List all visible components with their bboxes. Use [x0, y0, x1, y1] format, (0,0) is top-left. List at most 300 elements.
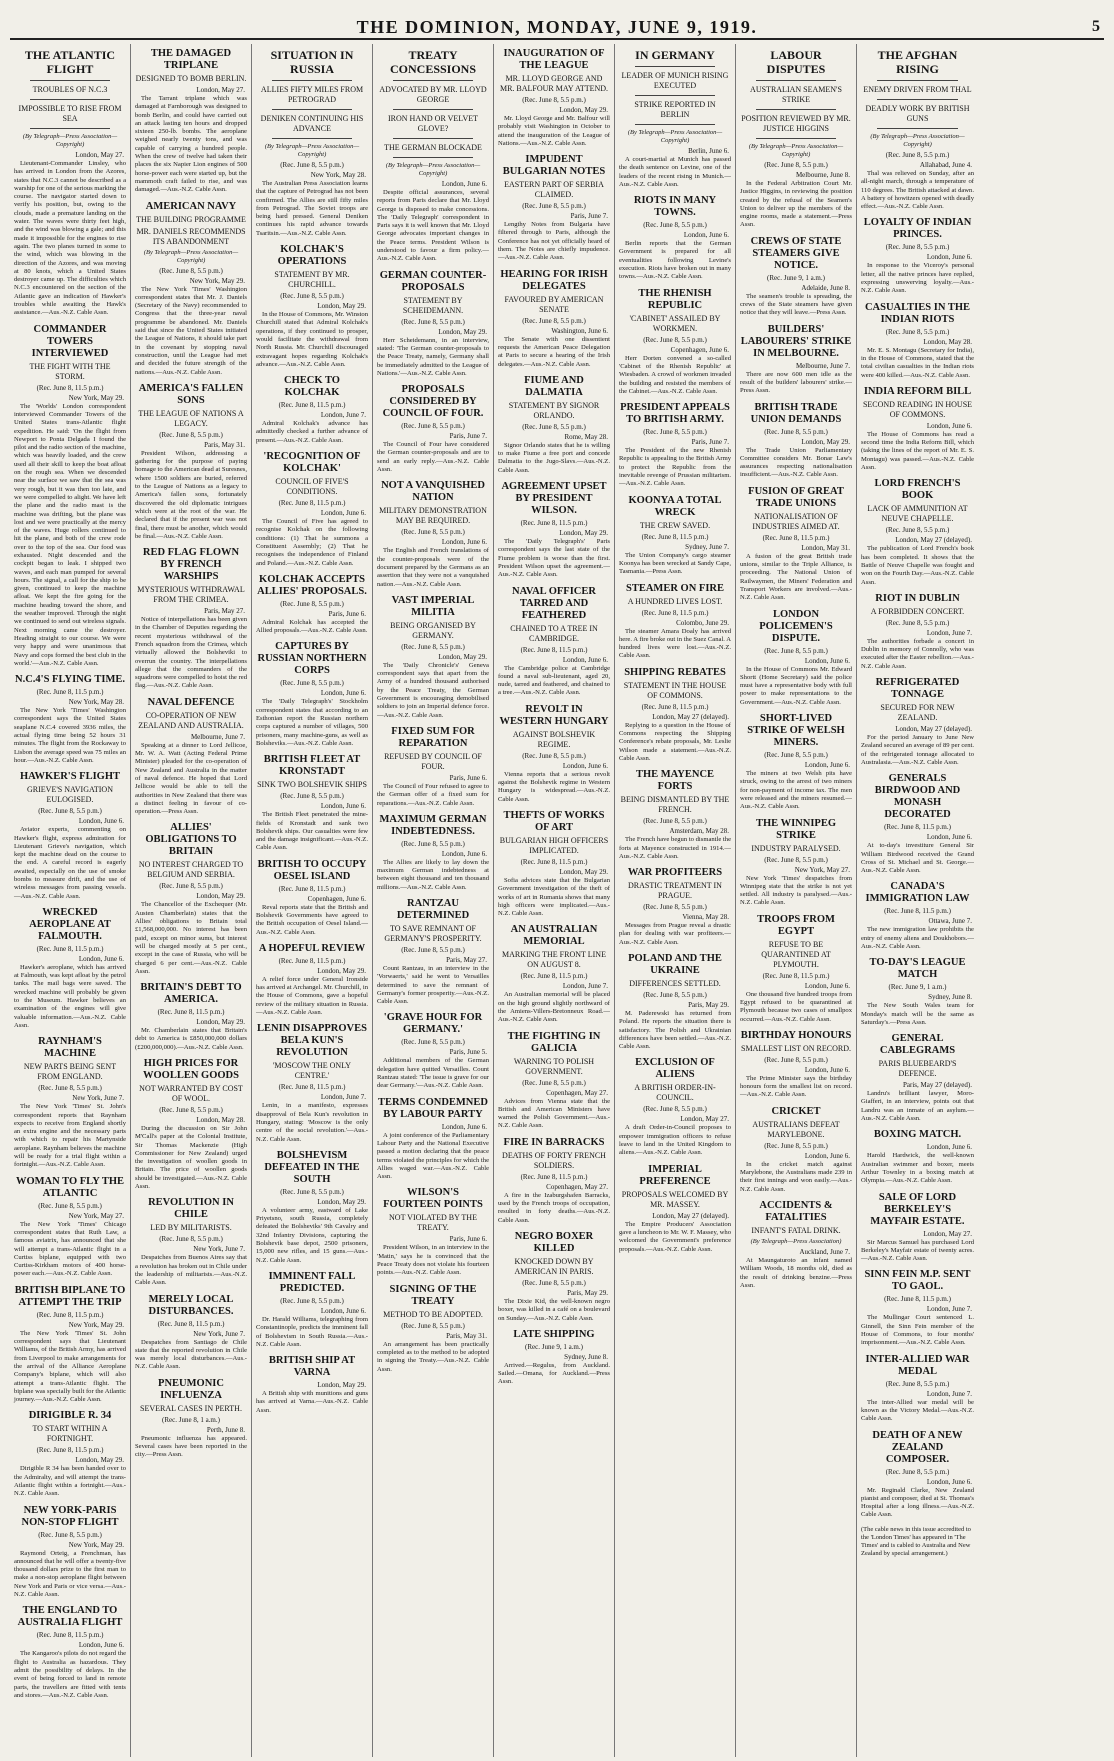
story-subheadline: KNOCKED DOWN BY AMERICAN IN PARIS. [514, 1256, 594, 1276]
story-dateline: Amsterdam, May 28. [669, 827, 729, 836]
story-subheadline: MARKING THE FRONT LINE ON AUGUST 8. [502, 950, 606, 970]
story-dateline: New York, May 29. [68, 393, 124, 402]
received-time: (Rec. June 8, 5.5 p.m.) [885, 1379, 950, 1388]
received-time: (Rec. June 8, 11.5 p.m.) [278, 884, 346, 893]
news-story [256, 1355, 368, 1415]
story-subheadline: BULGARIAN HIGH OFFICERS IMPLICATED. [499, 835, 609, 855]
received-time: (Rec. June 8, 5.5 p.m.) [885, 151, 950, 159]
story-body: Vienna reports that a serious revolt against the Bolshevik regime in Western Hungary is widespread.—Aus.-N.Z. Cable Assn. [498, 770, 610, 803]
story-dateline: London, June 7. [926, 628, 972, 637]
story-body: The inter-Allied war medal will be known as the Victory Medal.—Aus.-N.Z. Cable Assn. [861, 1398, 974, 1423]
headline-rule [635, 66, 715, 67]
story-dateline: New York, June 7. [193, 1245, 245, 1254]
story-body: Herr Dorten convened a so-called 'Cabinet of the Rhenish Republic' at Wiesbaden. A crowd of workmen invaded the building and resisted the members of the Cabinet.—Aus.-N.Z. Cable Assn. [619, 354, 731, 395]
story-headline: BIRTHDAY HONOURS [740, 1029, 852, 1041]
story-headline: 'GRAVE HOUR FOR GERMANY.' [383, 1012, 483, 1036]
story-body: The New York 'Times' Washington correspondent says the United States seaplane N.C.4 covered 3936 miles, the actual flying time being 52 hours 31 minutes. The flight from the Rockaway to Lisbon the average speed was 75 miles an hour.—Aus.-N.Z. Cable Assn. [14, 707, 126, 764]
story-headline: THE ATLANTIC FLIGHT [24, 48, 116, 76]
news-story [135, 1058, 247, 1191]
story-body: The New South Wales team for Monday's match will be the same as Saturday's.—Press Assn. [861, 1002, 974, 1026]
story-body: The Union Company's cargo steamer Koonya has been wrecked at Sandy Cape, Tasmania.—Press Assn. [619, 551, 731, 576]
story-subheadline: NOT WARRANTED BY COST OF WOOL. [139, 1084, 243, 1103]
story-subheadline: REFUSE TO BE QUARANTINED AT PLYMOUTH. [761, 939, 831, 969]
story-byline: (By Telegraph—Press Association—Copyright) [627, 129, 723, 144]
news-story [619, 953, 731, 1051]
story-headline: CREWS OF STATE STEAMERS GIVE NOTICE. [750, 235, 842, 271]
story-body: The Chancellor of the Exchequer (Mr. Austen Chamberlain) states that the Allies' obligations to Britain total £1,568,000,000. No interest has been paid, except on minor sums, but interest will be charged mostly at 5 per cent., except in the case of Russia, who will be charged 6 per cent.—Aus.-N.Z. Cable Assn. [135, 901, 247, 975]
story-byline: (By Telegraph—Press Association—Copyright) [143, 248, 239, 264]
story-dateline: London, May 29. [196, 892, 245, 901]
story-dateline: London, May 29. [75, 1456, 124, 1465]
story-dateline: London, June 6. [804, 656, 850, 665]
story-subheadline: STRIKE REPORTED IN BERLIN [634, 100, 716, 119]
story-subheadline: PARIS BLUEBEARD'S DEFENCE. [878, 1059, 957, 1079]
received-time: (Rec. June 8, 11.5 p.m.) [641, 702, 709, 711]
story-subheadline: INDUSTRY PARALYSED. [751, 843, 841, 853]
story-dateline: Melbourne, June 7. [190, 732, 245, 741]
headline-rule [635, 95, 715, 96]
news-story [498, 586, 610, 698]
news-story [256, 48, 368, 238]
story-body: Pneumonic influenza has appeared. Several cases have been reported in the city.—Press Assn. [135, 1434, 247, 1459]
story-body: Raymond Orteig, a Frenchman, has announced that he will offer a twenty-five thousand dollars prize to the first man to make a non-stop aeroplane flight between New York and Paris or vice versa.—Aus.-N.Z. Cable Assn. [14, 1549, 126, 1599]
story-subheadline: POSITION REVIEWED BY MR. JUSTICE HIGGINS [741, 114, 851, 133]
story-dateline: London, May 29. [317, 1381, 366, 1390]
story-body: There are now 600 men idle as the result of the builders' labourers' strike.—Press Assn. [740, 370, 852, 395]
story-subheadline: STATEMENT IN THE HOUSE OF COMMONS. [623, 680, 727, 700]
headline-rule [30, 128, 110, 129]
story-byline: (By Telegraph—Press Association—Copyright) [870, 133, 965, 148]
story-byline: (By Telegraph—Press Association—Copyright) [264, 143, 360, 158]
received-time: (Rec. June 8, 5.5 p.m.) [522, 316, 586, 325]
story-subheadline: SEVERAL CASES IN PERTH. [140, 1403, 242, 1413]
story-body: New York 'Times' despatches from Winnipeg state that the strike is not yet settled. All industry is paralysed.—Aus.-N.Z. Cable Assn. [740, 874, 852, 907]
story-body: A court-martial at Munich has passed the death sentence on Levine, one of the leaders of the recent rising in Munich.—Aus.-N.Z. Cable Assn. [619, 156, 731, 188]
story-dateline: Paris, May 31. [446, 1331, 487, 1340]
story-headline: MAXIMUM GERMAN INDEBTEDNESS. [379, 813, 487, 837]
news-story [861, 1192, 974, 1264]
page-number: 5 [1092, 18, 1100, 35]
news-column-5 [494, 44, 615, 1757]
news-story [377, 384, 489, 474]
received-time: (Rec. June 8, 5.5 p.m.) [643, 817, 707, 826]
story-headline: NOT A VANQUISHED NATION [381, 480, 485, 504]
received-time: (Rec. June 8, 5.5 p.m.) [280, 679, 344, 688]
received-time: (Rec. June 8, 1 a.m.) [162, 1415, 220, 1424]
story-headline: AMERICA'S FALLEN SONS [138, 382, 244, 406]
received-time: (Rec. June 8, 5.5 p.m.) [764, 646, 828, 655]
story-dateline: London, June 6. [78, 1641, 124, 1650]
story-headline: LABOUR DISPUTES [766, 48, 826, 76]
story-body: Notice of interpellations has been given in the Chamber of Deputies regarding the recent mysterious withdrawal of the French squadron from the Crimea, which virtually allowed the Bolsheviki to overrun the country. The interpellations allege that the commanders of the squadrons were compelled to hoist the red flag.—Aus.-N.Z. Cable Assn. [135, 616, 247, 690]
story-subheadline: REFUSED BY COUNCIL OF FOUR. [384, 751, 482, 771]
headline-rule [393, 109, 473, 110]
received-time: (Rec. June 8, 5.5 p.m.) [280, 292, 344, 301]
story-dateline: London, May 27 (delayed). [652, 1211, 729, 1220]
news-story [14, 1505, 126, 1600]
story-subheadline: NOT VIOLATED BY THE TREATY. [389, 1213, 477, 1233]
story-headline: FIXED SUM FOR REPARATION [391, 725, 475, 749]
story-subheadline: AUSTRALIAN SEAMEN'S STRIKE [750, 85, 842, 104]
received-time: (Rec. June 8, 5.5 p.m.) [401, 642, 465, 651]
news-story [377, 726, 489, 808]
news-story [861, 881, 974, 951]
story-dateline: Allahabad, June 4. [919, 161, 972, 169]
received-time: (Rec. June 8, 5.5 p.m.) [522, 751, 586, 760]
story-dateline: New York, May 29. [189, 276, 245, 285]
story-headline: THE FIGHTING IN GALICIA [507, 1030, 601, 1054]
news-story [135, 547, 247, 691]
story-body: The Council of Four refused to agree to the German offer of a fixed sum for reparations.—Aus.-N.Z. Cable Assn. [377, 782, 489, 807]
story-subheadline: EASTERN PART OF SERBIA CLAIMED. [504, 180, 604, 200]
story-headline: SHORT-LIVED STRIKE OF WELSH MINERS. [747, 713, 845, 749]
story-body: A British ship with munitions and guns has arrived at Varna.—Aus.-N.Z. Cable Assn. [256, 1390, 368, 1414]
story-headline: THE DAMAGED TRIPLANE [150, 48, 232, 71]
story-dateline: Paris, May 29. [567, 1288, 608, 1297]
news-story [498, 810, 610, 918]
news-story [861, 1033, 974, 1123]
story-body: Lieutenant-Commander Linsley, who has arrived in London from the Azores, states that N.C.3 cannot be described as a warship for one of the serious marking the course. The navigator started down to verify his position, but, owing to the clouds, made a premature landing on the water. The waves were thirty feet high, and the wind was blowing a gale; and this made it impossible for the engines to rise again. The two planes turned in some to the wind, which was blowing in the direction of the Azores, and was moving at 80 knots, which a United States destroyer came up. The difficulties which N.C.3 encountered on the section of the Atlantic gave an indication of Hawker's troubles while awaiting the Hawk's assistance.—Aus.-N.Z. Cable Assn. [14, 160, 126, 317]
story-dateline: London, June 6. [78, 954, 124, 963]
story-body: The new immigration law prohibits the entry of enemy aliens and Doukhobors.—Aus.-N.Z. Cable Assn. [861, 926, 974, 950]
story-headline: POLAND AND THE UKRAINE [628, 952, 722, 976]
received-time: (Rec. June 9, 1 a.m.) [767, 273, 825, 282]
story-dateline: London, June 6. [804, 1151, 850, 1160]
received-time: (Rec. June 8, 5.5 p.m.) [643, 1105, 707, 1114]
news-story [740, 713, 852, 811]
received-time: (Rec. June 8, 5.5 p.m.) [280, 599, 344, 608]
news-story [498, 1031, 610, 1131]
story-headline: FUSION OF GREAT TRADE UNIONS [748, 485, 844, 509]
story-body: Despite official assurances, several reports from Paris declare that Mr. Lloyd George is disposed to make concessions. The 'Daily Telegraph' correspondent in Paris says it is well known that Mr. Lloyd George advocates important changes in the Peace terms. President Wilson is understood to favour a firm policy.—Aus.-N.Z. Cable Assn. [377, 189, 489, 263]
story-body: A fusion of the great British trade unions, similar to the Triple Alliance, is proceeding. The National Union of Railwaymen, the Miners' Federation and Transport Workers are involved.—Aus.-N.Z. Cable Assn. [740, 552, 852, 602]
masthead [10, 14, 1104, 40]
received-time: (Rec. June 8, 11.5 p.m.) [762, 971, 830, 980]
news-story [256, 574, 368, 636]
story-body: President Wilson, in an interview in the 'Matin,' says he is convinced that the Peace Treaty does not violate his fourteen points.—Aus.-N.Z. Cable Assn. [377, 1244, 489, 1277]
story-dateline: Paris, June 6. [328, 609, 366, 618]
received-time: (Rec. June 8, 5.5 p.m.) [522, 1278, 586, 1287]
story-headline: VAST IMPERIAL MILITIA [391, 594, 475, 618]
news-story [135, 48, 247, 195]
received-time: (Rec. June 8, 11.5 p.m.) [36, 1631, 104, 1640]
story-headline: AMERICAN NAVY [145, 200, 237, 212]
story-dateline: New York, May 27. [68, 1211, 124, 1220]
story-headline: RANTZAU DETERMINED [396, 897, 470, 921]
received-time: (Rec. June 8, 5.5 p.m.) [159, 1106, 223, 1114]
story-dateline: Paris, June 6. [449, 773, 487, 782]
story-dateline: New York, May 29. [68, 1540, 124, 1549]
story-dateline: London, May 28. [196, 1116, 245, 1124]
story-body: At Maungaturoto an infant named William Woods, 18 months old, died as the result of drinking benzine.—Press Assn. [740, 1256, 852, 1289]
story-body: Mr. Reginald Clarke, New Zealand pianist and composer, died at St. Thomas's Hospital after a long illness.—Aus.-N.Z. Cable Assn. [861, 1486, 974, 1519]
story-dateline: London, May 27 (delayed). [895, 725, 972, 734]
story-subheadline: MYSTERIOUS WITHDRAWAL FROM THE CRIMEA. [137, 585, 245, 605]
story-body: A fire in the Izaburgshafen Barracks, used by the French troops of occupation, resulted in forty deaths.—Aus.-N.Z. Cable Assn. [498, 1191, 610, 1224]
story-headline: REVOLT IN WESTERN HUNGARY [499, 703, 609, 727]
received-time: (Rec. June 8, 5.5 p.m.) [38, 1201, 102, 1210]
received-time: (Rec. June 8, 5.5 p.m.) [401, 422, 465, 431]
received-time: (Rec. June 8, 11.5 p.m.) [36, 1446, 104, 1455]
received-time: (Rec. June 8, 5.5 p.m.) [401, 945, 465, 954]
story-dateline: Washington, June 6. [551, 326, 608, 335]
news-story [14, 1410, 126, 1498]
story-body: The Trade Union Parliamentary Committee considers Mr. Bonar Law's assurances respecting nationalisation insufficient.—Aus.-N.Z. Cable Assn. [740, 446, 852, 479]
received-time: (Rec. June 8, 5.5 p.m.) [643, 335, 707, 344]
story-body: The publication of Lord French's book has been completed. It shows that the Battle of Neuve Chapelle was fought and won on the Fourth Day.—Aus.-N.Z. Cable Assn. [861, 545, 974, 586]
story-subheadline: TO START WITHIN A FORTNIGHT. [32, 1424, 108, 1444]
story-dateline: London, May 27 (delayed). [652, 712, 729, 721]
story-headline: TO-DAY'S LEAGUE MATCH [869, 957, 966, 981]
story-body: M. Paderewski has returned from Poland. He reports the situation there is satisfactory. The Polish and Ukrainian differences have been settled.—Aus.-N.Z. Cable Assn. [619, 1009, 731, 1051]
story-subheadline: MR. DANIELS RECOMMENDS ITS ABANDONMENT [136, 226, 246, 246]
story-headline: SALE OF LORD BERKELEY'S MAYFAIR ESTATE. [870, 1191, 965, 1227]
story-body: The New York 'Times' Washington correspondent states that Mr. J. Daniels (Secretary of the Navy) recommended to Congress that the three-year naval programme be abandoned. Mr. Daniels said that since the United States initiated the League of Nations, it should take part in the covenant by stopping naval construction, until the League had met and decided the future strength of the nations.—Aus.-N.Z. Cable Assn. [135, 285, 247, 376]
story-headline: NAVAL DEFENCE [147, 696, 235, 708]
received-time: (Rec. June 8, 11.5 p.m.) [36, 1310, 104, 1319]
news-story [861, 677, 974, 767]
story-headline: INAUGURATION OF THE LEAGUE [503, 48, 605, 71]
news-story [861, 48, 974, 211]
story-dateline: London, May 29. [559, 529, 608, 538]
story-body: Mr. Chamberlain states that Britain's debt to America is £850,000,000 dollars (£200,000,000).—Aus.-N.Z. Cable Assn. [135, 1027, 247, 1051]
story-dateline: Paris, June 7. [691, 438, 729, 447]
story-subheadline: FAVOURED BY AMERICAN SENATE [504, 294, 604, 314]
received-time: (Rec. June 8, 5.5 p.m.) [764, 427, 828, 436]
headline-rule [393, 138, 473, 139]
story-headline: CRICKET [771, 1105, 821, 1117]
story-subheadline: SECURED FOR NEW ZEALAND. [880, 703, 955, 723]
story-body: The authorities forbade a concert in Dublin in memory of Connolly, who was executed after the Easter rebellion.—Aus.-N.Z. Cable Assn. [861, 637, 974, 670]
news-story [619, 769, 731, 861]
story-dateline: London, June 6. [926, 253, 972, 262]
news-story [861, 957, 974, 1027]
story-headline: CAPTURES BY RUSSIAN NORTHERN CORPS [257, 641, 367, 677]
news-story [256, 859, 368, 937]
story-body: The Council of Four have considered the German counter-proposals and are to send an early reply.—Aus.-N.Z. Cable Assn. [377, 441, 489, 474]
headline-rule [756, 138, 836, 139]
received-time: (Rec. June 8, 5.5 p.m.) [764, 751, 828, 760]
news-story [14, 771, 126, 901]
story-headline: THE WINNIPEG STRIKE [755, 817, 837, 841]
news-story [135, 982, 247, 1052]
story-headline: BRITISH TRADE UNION DEMANDS [750, 401, 842, 425]
story-headline: WILSON'S FOURTEEN POINTS [383, 1187, 483, 1211]
story-body: Messages from Prague reveal a drastic plan for dealing with war profiteers.—Aus.-N.Z. Cable Assn. [619, 922, 731, 946]
story-headline: ACCIDENTS & FATALITIES [759, 1199, 833, 1223]
story-body: The New York 'Times' St. John correspondent says that Lieutenant Williams, of the British Army, has arrived from Liverpool to make arrangements for the arrival of the Alliance Aeroplane Company's biplane, which will also attempt a trans-Atlantic flight. The biplane was specially built for the Atlantic journey.—Aus.-N.Z. Cable Assn. [14, 1329, 126, 1404]
news-story [740, 818, 852, 908]
news-story [256, 754, 368, 852]
story-headline: RIOTS IN MANY TOWNS. [633, 195, 717, 219]
story-dateline: Melbourne, June 7. [795, 361, 850, 370]
story-body: Hawker's aeroplane, which has arrived at Falmouth, was kept afloat by the petrol tanks. The mail bags were saved. The wrecked machine will probably be given to the Museum. Hawker believes an examination of the engines will give valuable information.—Aus.-N.Z. Cable Assn. [14, 963, 126, 1029]
story-headline: NEGRO BOXER KILLED [514, 1230, 594, 1254]
received-time: (Rec. June 8, 5.5 p.m.) [280, 792, 344, 801]
received-time: (Rec. June 8, 11.5 p.m.) [278, 499, 346, 508]
news-story [740, 609, 852, 707]
story-subheadline: THE BUILDING PROGRAMME [136, 214, 246, 224]
story-byline: (By Telegraph—Press Association—Copyright) [22, 133, 118, 148]
story-dateline: London, June 6. [804, 761, 850, 770]
story-dateline: Copenhagen, May 27. [546, 1088, 608, 1097]
story-subheadline: STATEMENT BY MR. CHURCHILL. [274, 270, 350, 290]
story-dateline: London, June 6. [562, 761, 608, 770]
story-dateline: London, May 27. [196, 86, 245, 94]
news-column-1 [10, 44, 131, 1757]
story-headline: HAWKER'S FLIGHT [19, 771, 121, 783]
received-time: (Rec. June 9, 1 a.m.) [525, 1342, 583, 1351]
story-body: Lengthy Notes from Bulgaria have filtered through to Paris, although the Conference has not yet officially heard of them. The Notes are chiefly impudence.—Aus.-N.Z. Cable Assn. [498, 221, 610, 262]
story-body: The 'Worlds' London correspondent interviewed Commander Towers of the United States trans-Atlantic flight expedition. He said: 'On the flight from Newport to Ponta Delgada I found the pilot and the radio section of the machine, which was heavily loaded, and the crew used all their skill to keep the boat afloat on the rough sea. When we descended near the surface we saw that the sea was very rough, but it was then too late, and we were compelled to alight. We have left the plane and the radio mast is the machine was drifting, but the plane was lost and we were practically at the mercy of the waves. Huge rollers continued to hit the plane, and both of the crew rode over to the top of the sea. Our food was exhausted. Night descended and the cockpit began to leak. I shipped two waves, and each man pumped for several hours. The signal, a call for the ship to be given, continued to keep the machine afloat. We kept the fire going for the machine heading toward the shore, and the weather improved. Through the night we continued to send out wireless signals. Next morning came the destroyer. Heading straight to our course. We were very happy and were unanimous that Navy and cops formed the best club in the world.'—Aus.-N.Z. Cable Assn. [14, 402, 126, 667]
received-time: (Rec. June 8, 5.5 p.m.) [764, 1055, 828, 1064]
news-story [377, 480, 489, 588]
story-dateline: London, June 6. [926, 1477, 972, 1486]
news-story [135, 1378, 247, 1460]
story-subheadline: MR. LLOYD GEORGE AND MR. BALFOUR MAY ATTEND. [499, 74, 609, 93]
story-subheadline: STATEMENT BY SCHEIDEMANN. [402, 295, 464, 315]
news-story [498, 375, 610, 475]
news-story [619, 1164, 731, 1254]
story-headline: SINN FEIN M.P. SENT TO GAOL. [864, 1269, 971, 1293]
news-story [256, 375, 368, 445]
story-dateline: Melbourne, June 8. [795, 171, 850, 179]
news-column-2 [131, 44, 252, 1757]
story-headline: IMPUDENT BULGARIAN NOTES [502, 154, 606, 178]
story-subheadline: DRASTIC TREATMENT IN PRAGUE. [628, 881, 722, 901]
news-story [377, 595, 489, 720]
received-time: (Rec. June 8, 5.5 p.m.) [401, 317, 465, 326]
news-story [619, 583, 731, 661]
story-body: The seamen's trouble is spreading, the crews of the State steamers have given notice that they will leave.—Press Assn. [740, 292, 852, 317]
story-dateline: Paris, June 6. [449, 1235, 487, 1244]
story-dateline: Sydney, June 8. [564, 1352, 608, 1361]
news-story [498, 1329, 610, 1387]
received-time: (Rec. June 8, 5.5 p.m.) [522, 202, 586, 211]
story-body: Berlin reports that the German Government is prepared for all eventualities following Levine's execution. Riots have broken out in many towns.—Aus.-N.Z. Cable Assn. [619, 240, 731, 281]
news-story [619, 867, 731, 947]
story-body: The Council of Five has agreed to recognise Kolchak on the following conditions: (1) That he summons a Constituent Assembly; (2) That he recognises the independence of Finland and Poland.—Aus.-N.Z. Cable Assn. [256, 518, 368, 567]
received-time: (Rec. June 8, 11.5 p.m.) [520, 972, 588, 981]
story-headline: BRITISH SHIP AT VARNA [268, 1355, 356, 1379]
story-headline: THE RHENISH REPUBLIC [638, 287, 712, 311]
news-story [377, 270, 489, 378]
story-headline: N.C.4'S FLYING TIME. [15, 674, 125, 686]
received-time: (Rec. June 8, 5.5 p.m.) [38, 1084, 102, 1093]
newspaper-title: THE DOMINION, MONDAY, JUNE 9, 1919. [356, 17, 758, 37]
story-body: Replying to a question in the House of Commons respecting the Shipping Conference's rebate proposals, Mr. Leslie Wilson made a statement.—Aus.-N.Z. Cable Assn. [619, 721, 731, 762]
story-dateline: London, May 29. [317, 302, 366, 311]
story-body: The Empire Producers' Association gave a luncheon to Mr. W. F. Massey, who welcomed the Government's preference proposals.—Aus.-N.Z. Cable Assn. [619, 1220, 731, 1253]
story-body: An Australian memorial will be placed on the high ground slightly northward of the Amiens-Villers-Bretonneux Road.—Aus.-N.Z. Cable Assn. [498, 991, 610, 1024]
news-story [377, 48, 489, 264]
news-story [498, 154, 610, 262]
story-dateline: London, June 6. [441, 1122, 487, 1131]
news-story [619, 48, 731, 189]
story-subheadline: NO INTEREST CHARGED TO BELGIUM AND SERBIA. [138, 860, 244, 880]
received-time: (Rec. June 8, 11.5 p.m.) [520, 645, 588, 654]
story-headline: LENIN DISAPPROVES BELA KUN'S REVOLUTION [257, 1023, 367, 1059]
story-dateline: Paris, June 5. [449, 1048, 487, 1057]
news-story [861, 773, 974, 875]
story-dateline: London, June 6. [78, 817, 124, 826]
story-dateline: London, May 29. [801, 437, 850, 446]
news-story [619, 1057, 731, 1157]
story-subheadline: NATIONALISATION OF INDUSTRIES AIMED AT. [752, 511, 840, 531]
story-body: The Australian Press Association learns that the capture of Petrograd has not been confirmed. The Allies are still fifty miles from Petrograd. The Soviet troops are being hard pressed. General Deniken continues his rapid advance towards Tsaritsin.—Aus.-N.Z. Cable Assn. [256, 180, 368, 237]
story-headline: CHECK TO KOLCHAK [284, 375, 340, 399]
headline-rule [393, 157, 473, 158]
news-story [619, 495, 731, 577]
story-headline: HIGH PRICES FOR WOOLLEN GOODS [143, 1058, 239, 1081]
news-story [740, 1200, 852, 1290]
story-dateline: Adelaide, June 8. [801, 283, 850, 292]
story-subheadline: GRIEVE'S NAVIGATION EULOGISED. [27, 785, 113, 805]
story-body: Signor Orlando states that he is willing to make Fiume a free port and concede Dalmatia to the Jugo-Slavs.—Aus.-N.Z. Cable Assn. [498, 441, 610, 474]
news-story [135, 383, 247, 541]
story-body: One thousand five hundred troops from Egypt refused to be quarantined at Plymouth because two cases of smallpox occurred.—Aus.-N.Z. Cable Assn. [740, 990, 852, 1023]
story-headline: IMMINENT FALL PREDICTED. [268, 1270, 356, 1294]
story-body: Despatches from Santiago de Chile state that the reported revolution in Chile was merely local disturbances.—Aus.-N.Z. Cable Assn. [135, 1338, 247, 1371]
story-dateline: London, June 6. [320, 509, 366, 518]
story-headline: DEATH OF A NEW ZEALAND COMPOSER. [872, 1429, 963, 1465]
story-headline: LORD FRENCH'S BOOK [874, 478, 961, 502]
story-body: The Mullingar Court sentenced L. Ginnell, the Sinn Fein member of the House of Commons, to four months' imprisonment.—Aus.-N.Z. Cable Assn. [861, 1314, 974, 1347]
story-headline: CANADA'S IMMIGRATION LAW [865, 881, 970, 905]
story-dateline: London, June 7. [562, 982, 608, 991]
received-time: (Rec. June 8, 11.5 p.m.) [36, 383, 104, 392]
news-story [377, 1012, 489, 1090]
headline-rule [756, 109, 836, 110]
headline-rule [877, 99, 958, 100]
story-dateline: London, June 6. [441, 180, 487, 188]
story-body: In the House of Commons Mr. Edward Shortt (Home Secretary) said the police must have a representative body with full power to make representations to the Government.—Aus.-N.Z. Cable Assn. [740, 665, 852, 706]
story-dateline: London, May 29. [438, 652, 487, 661]
story-dateline: London, May 27 (delayed). [895, 536, 972, 545]
story-subheadline: TROUBLES OF N.C.3 [32, 85, 108, 94]
story-headline: 'RECOGNITION OF KOLCHAK' [263, 451, 361, 475]
received-time: (Rec. June 8, 11.5 p.m.) [36, 944, 104, 953]
received-time: (Rec. June 8, 11.5 p.m.) [157, 1008, 225, 1017]
headline-rule [877, 80, 958, 81]
story-subheadline: ADVOCATED BY MR. LLOYD GEORGE [379, 85, 487, 104]
story-headline: PNEUMONIC INFLUENZA [158, 1377, 224, 1401]
news-story [256, 641, 368, 748]
story-subheadline: TO SAVE REMNANT OF GERMANY'S PROSPERITY. [384, 923, 482, 943]
news-story [135, 697, 247, 817]
story-headline: RED FLAG FLOWN BY FRENCH WARSHIPS [142, 547, 240, 583]
story-body: An arrangement has been practically completed as to the method to be adopted in signing the Treaty.—Aus.-N.Z. Cable Assn. [377, 1340, 489, 1373]
story-body: Thal was relieved on Sunday, after an all-night march, through a temperature of 110 degrees. The British attacked at dawn. A battery of howitzers opened with deadly effect.—Aus.-N.Z. Cable Assn. [861, 170, 974, 211]
story-dateline: Paris, May 27. [446, 955, 487, 964]
news-story [135, 822, 247, 976]
story-headline: REFRIGERATED TONNAGE [875, 677, 960, 701]
received-time: (Rec. June 8, 5.5 p.m.) [643, 903, 707, 912]
story-headline: COMMANDER TOWERS INTERVIEWED [31, 323, 109, 359]
story-dateline: New York, June 7. [72, 1094, 124, 1103]
story-dateline: London, June 7. [926, 1305, 972, 1314]
news-story [256, 1023, 368, 1143]
story-headline: IMPERIAL PREFERENCE [639, 1163, 711, 1187]
story-dateline: London, May 28. [923, 337, 972, 346]
story-body: The 'Daily Telegraph's' Stockholm correspondent states that according to an Esthonian report the Russian northern corps captured a number of villages, 500 prisoners, many machine-guns, as well as Bolsheviks.—Aus.-N.Z. Cable Assn. [256, 698, 368, 747]
story-headline: AN AUSTRALIAN MEMORIAL [510, 924, 598, 948]
story-body: Arrived.—Regulus, from Auckland. Sailed.—Omana, for Auckland.—Press Assn. [498, 1361, 610, 1386]
story-dateline: Copenhagen, June 6. [670, 345, 729, 354]
story-headline: RAYNHAM'S MACHINE [38, 1036, 102, 1060]
news-column-8 [857, 44, 978, 1757]
received-time: (Rec. June 8, 11.5 p.m.) [641, 608, 709, 617]
